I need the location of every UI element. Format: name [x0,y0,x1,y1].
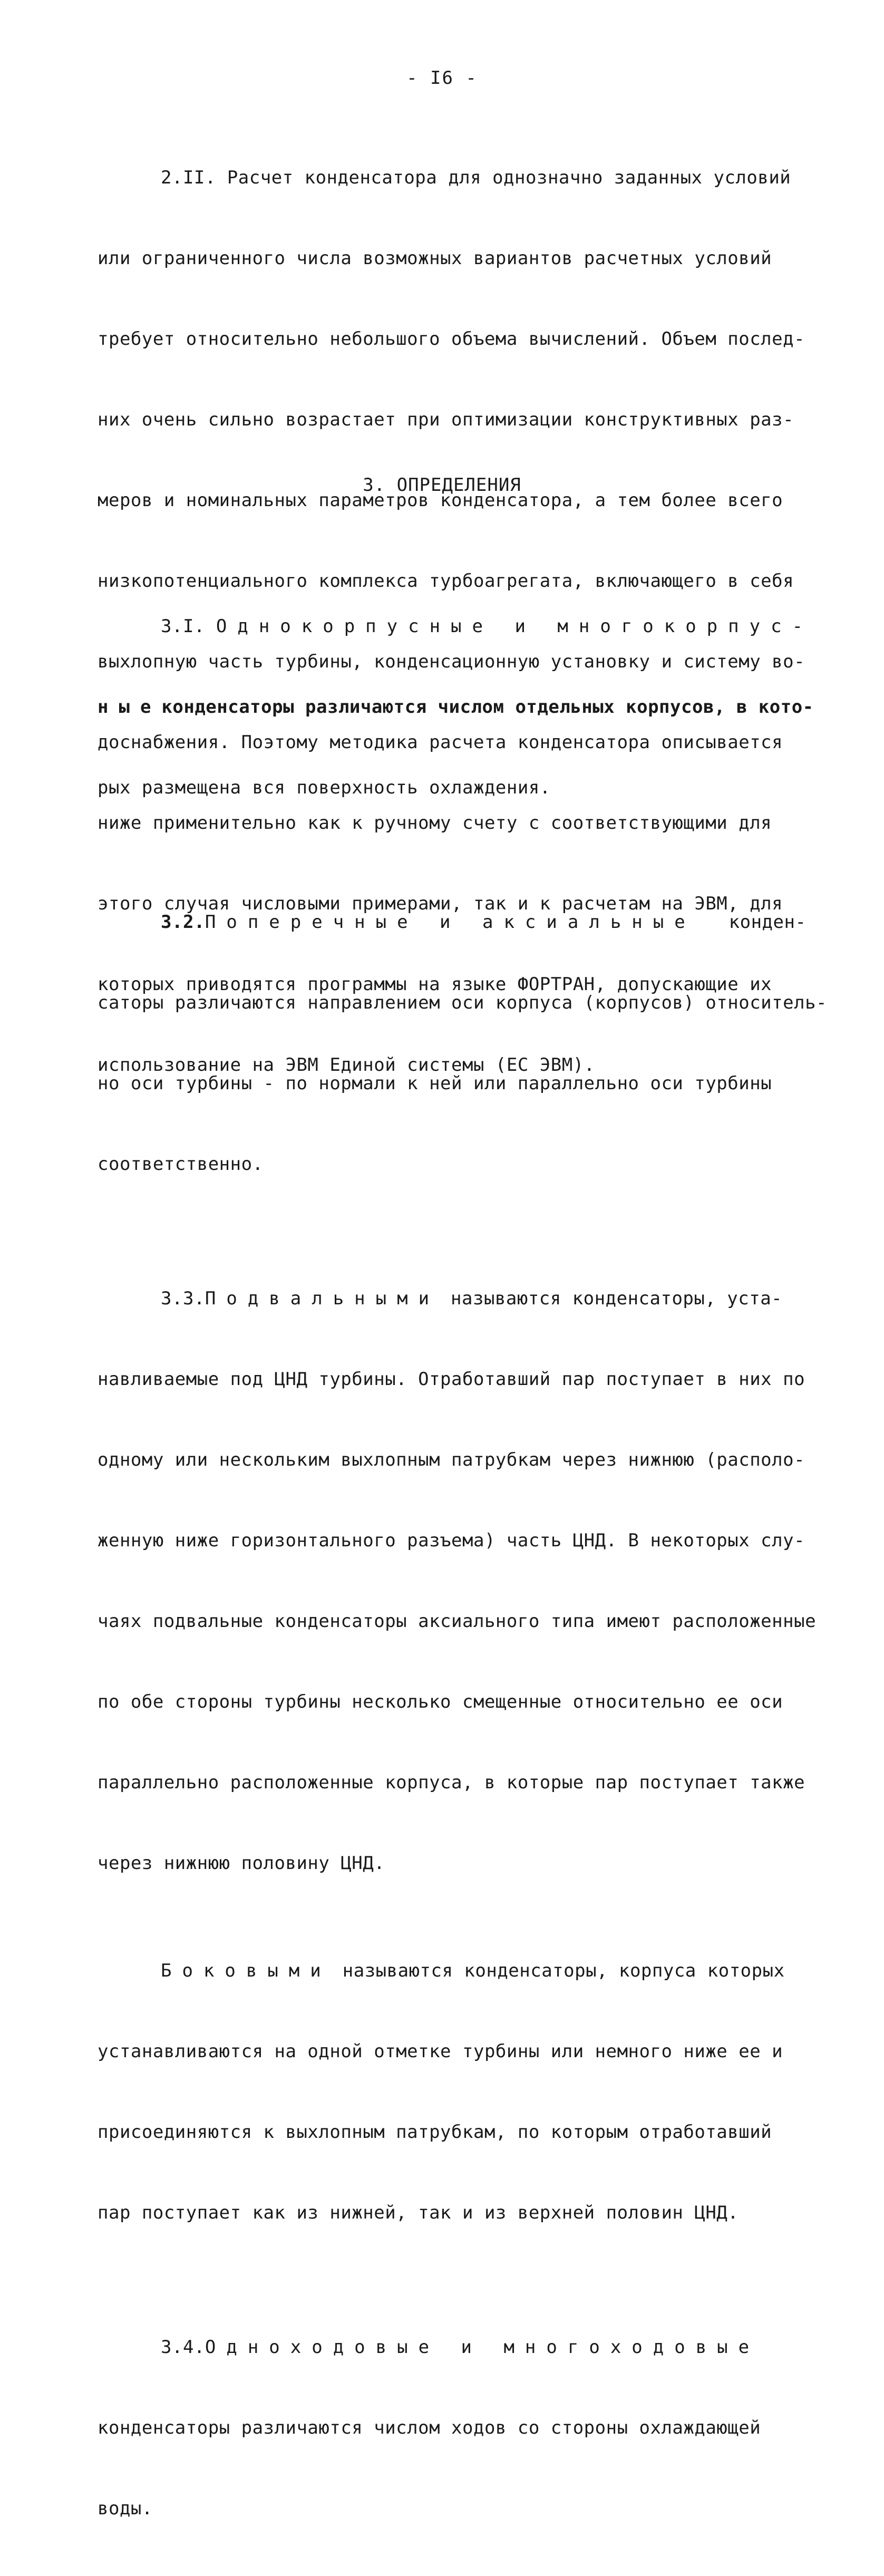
text-line: воды. [98,2498,153,2519]
text-line: соответственно. [98,1154,264,1175]
text-line: устанавливаются на одной отметке турбины или немного ниже ее и [98,2041,783,2062]
text-line: саторы различаются направлением оси корпуса (корпусов) относитель- [98,992,828,1013]
defined-term: Боковыми [161,1960,332,1981]
defined-term: Подвальными [205,1288,440,1309]
text-line: меров и номинальных параметров конденсатора, а тем более всего [98,490,783,511]
text-line: требует относительно небольшого объема вычислений. Объем послед- [98,328,805,350]
paragraph-3-2-line [98,909,825,936]
section-3 [98,532,828,2576]
text-line: выхлопную часть турбины, конденсационную установку и систему во- [98,651,805,672]
text-line: низкопотенциального комплекса турбоагрегата, включающего в себя [98,570,794,592]
defined-term: Одноходовые и многоходовые [205,2337,760,2358]
text-fragment: конденсаторы различаются числом отдельных корпусов, в кото- [161,696,814,718]
paragraph-3-3-line [98,1285,825,1312]
paragraph-3-1-line [98,694,825,721]
text-line: параллельно расположенные корпуса, в которые пар поступает также [98,1772,805,1793]
text-fragment: называются конденсаторы, корпуса которых [342,1960,785,1981]
text-line: пар поступает как из нижней, так и из верхней половин ЦНД. [98,2202,739,2223]
page-number: - I6 - [406,67,478,89]
text-line: рых размещена вся поверхность охлаждения. [98,777,551,798]
text-line: ниже применительно как к ручному счету с соответствующими для [98,812,772,834]
paragraph-number: 3.2. [161,912,205,933]
text-line: присоединяются к выхлопным патрубкам, по которым отработавший [98,2122,772,2143]
text-line: 2.II. Расчет конденсатора для однозначно заданных условий [161,167,791,188]
defined-term: Поперечные и аксиальные [205,912,696,933]
paragraph-3-1-line [98,613,825,640]
text-line: которых приводятся программы на языке ФОРТРАН, допускающие их [98,974,772,995]
text-line: одному или нескольким выхлопным патрубкам через нижнюю (располо- [98,1449,805,1470]
text-fragment: называются конденсаторы, уста- [451,1288,783,1309]
paragraph-3-4-line [98,2334,825,2361]
text-line: навливаемые под ЦНД турбины. Отработавший пар поступает в них по [98,1369,805,1390]
paragraph-3-3b-line [98,1958,825,1984]
text-fragment: конден- [728,912,807,933]
paragraph-number: 3.I. [161,616,205,637]
text-line: или ограниченного числа возможных вариантов расчетных условий [98,248,772,269]
section-heading: 3. ОПРЕДЕЛЕНИЯ [363,474,521,496]
text-line: них очень сильно возрастает при оптимизации конструктивных раз- [98,409,794,430]
paragraph-number: 3.4. [161,2337,205,2358]
paragraph-number: 3.3. [161,1288,205,1309]
text-line: но оси турбины - по нормали к ней или параллельно оси турбины [98,1073,772,1094]
text-line: этого случая числовыми примерами, так и к расчетам на ЭВМ, для [98,893,783,914]
defined-term: Однокорпусные и многокорпус- [216,616,814,637]
text-line: чаях подвальные конденсаторы аксиального типа имеют расположенные [98,1611,817,1632]
text-line: женную ниже горизонтального разъема) часть ЦНД. В некоторых слу- [98,1530,805,1551]
defined-term: ные [98,696,162,718]
text-line: конденсаторы различаются числом ходов со стороны охлаждающей [98,2417,761,2438]
text-line: доснабжения. Поэтому методика расчета конденсатора описывается [98,732,783,753]
text-line: использование на ЭВМ Единой системы (ЕС ЭВМ). [98,1054,595,1076]
text-line: через нижнюю половину ЦНД. [98,1853,385,1874]
text-line: по обе стороны турбины несколько смещенные относительно ее оси [98,1691,783,1712]
